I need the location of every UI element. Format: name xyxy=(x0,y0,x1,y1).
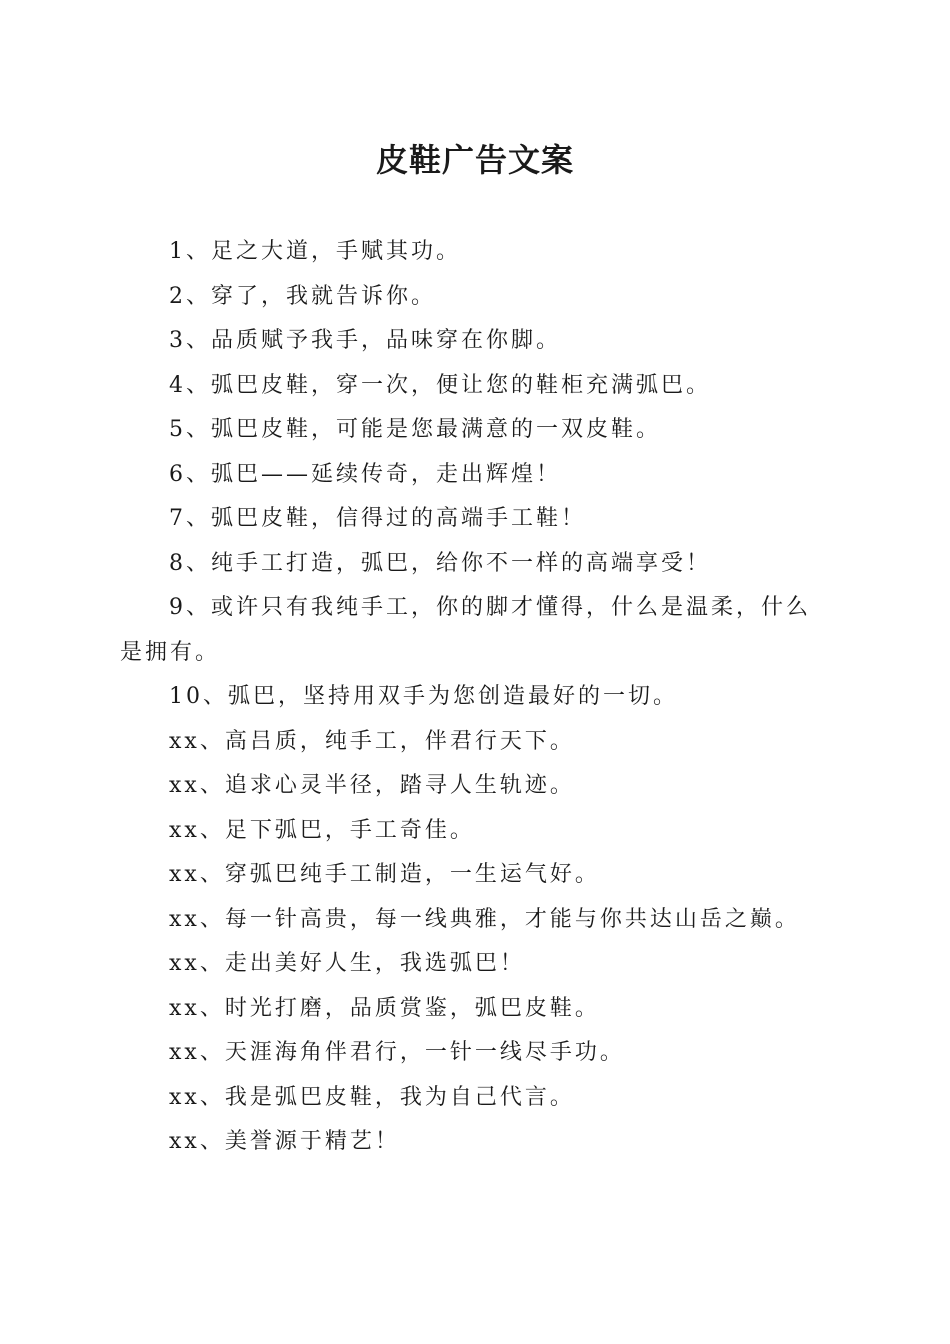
slogan-line-15: xx、每一针高贵，每一线典雅，才能与你共达山岳之巅。 xyxy=(169,906,800,932)
slogan-line-7: 7、弧巴皮鞋，信得过的高端手工鞋！ xyxy=(169,506,586,531)
slogan-line-12: xx、追求心灵半径，踏寻人生轨迹。 xyxy=(169,773,575,798)
slogan-line-4: 4、弧巴皮鞋，穿一次，便让您的鞋柜充满弧巴。 xyxy=(169,372,711,398)
page-title: 皮鞋广告文案 xyxy=(375,141,574,179)
slogan-line-8: 8、纯手工打造，弧巴，给你不一样的高端享受！ xyxy=(169,550,711,576)
slogan-line-11: xx、高吕质，纯手工，伴君行天下。 xyxy=(169,728,575,754)
slogan-line-20: xx、美誉源于精艺！ xyxy=(169,1129,400,1154)
slogan-line-2: 2、穿了，我就告诉你。 xyxy=(169,283,436,309)
slogan-line-9: 9、或许只有我纯手工，你的脚才懂得，什么是温柔，什么是拥有。 xyxy=(120,595,811,665)
slogan-line-1: 1、足之大道，手赋其功。 xyxy=(169,239,461,264)
slogan-line-19: xx、我是弧巴皮鞋，我为自己代言。 xyxy=(169,1084,575,1110)
slogan-line-14: xx、穿弧巴纯手工制造，一生运气好。 xyxy=(169,862,600,887)
slogan-line-17: xx、时光打磨，品质赏鉴，弧巴皮鞋。 xyxy=(169,995,600,1021)
slogan-line-5: 5、弧巴皮鞋，可能是您最满意的一双皮鞋。 xyxy=(169,417,661,442)
slogan-line-3: 3、品质赋予我手，品味穿在你脚。 xyxy=(169,328,561,353)
slogan-list xyxy=(120,230,830,1165)
slogan-line-6: 6、弧巴——延续传奇，走出辉煌！ xyxy=(169,461,561,487)
slogan-line-18: xx、天涯海角伴君行，一针一线尽手功。 xyxy=(169,1040,625,1065)
slogan-line-16: xx、走出美好人生，我选弧巴！ xyxy=(169,951,525,976)
slogan-line-10: 10、弧巴，坚持用双手为您创造最好的一切。 xyxy=(169,684,678,709)
slogan-line-13: xx、足下弧巴，手工奇佳。 xyxy=(169,817,475,843)
